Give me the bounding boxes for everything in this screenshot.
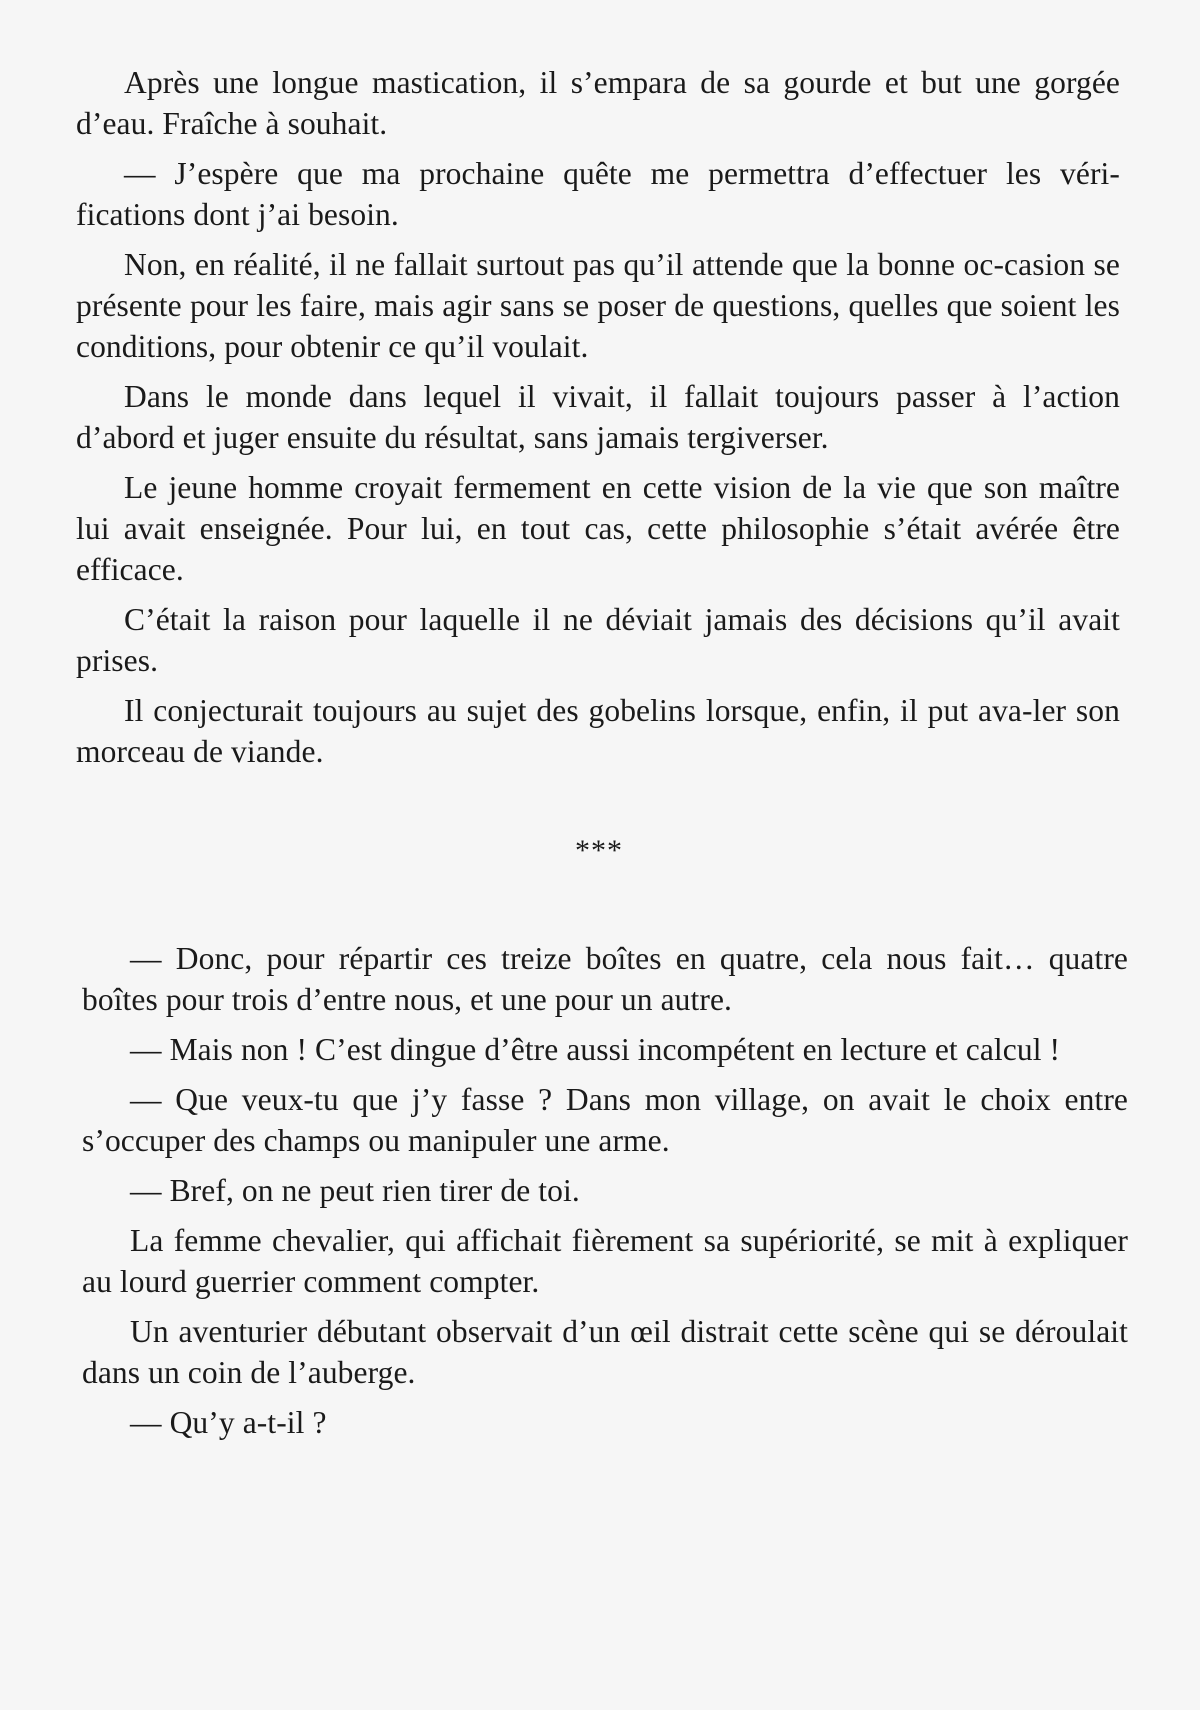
paragraph: Dans le monde dans lequel il vivait, il fallait toujours passer à l’action d’abord et juger ensuite du résultat, sans jamais tergiverser. bbox=[76, 379, 1120, 455]
second-section bbox=[82, 938, 1128, 1443]
paragraph: — Que veux-tu que j’y fasse ? Dans mon village, on avait le choix entre s’occuper des champs ou manipuler une arme. bbox=[82, 1082, 1128, 1158]
first-section bbox=[76, 62, 1120, 772]
paragraph: Après une longue mastication, il s’empara de sa gourde et but une gorgée d’eau. Fraîche à souhait. bbox=[76, 65, 1120, 141]
paragraph: — Bref, on ne peut rien tirer de toi. bbox=[130, 1173, 580, 1208]
paragraph: — Donc, pour répartir ces treize boîtes en quatre, cela nous fait… quatre boîtes pour trois d’entre nous, et une pour un autre. bbox=[82, 941, 1128, 1017]
paragraph: Un aventurier débutant observait d’un œil distrait cette scène qui se déroulait dans un coin de l’auberge. bbox=[82, 1314, 1128, 1390]
paragraph: — Qu’y a-t-il ? bbox=[130, 1405, 327, 1440]
paragraph: — J’espère que ma prochaine quête me permettra d’effectuer les véri-fications dont j’ai besoin. bbox=[76, 156, 1120, 232]
paragraph: Le jeune homme croyait fermement en cette vision de la vie que son maître lui avait enseignée. Pour lui, en tout cas, cette philosophie s’était avérée être efficace. bbox=[76, 470, 1120, 587]
paragraph: C’était la raison pour laquelle il ne déviait jamais des décisions qu’il avait prises. bbox=[76, 602, 1120, 678]
paragraph: Il conjecturait toujours au sujet des gobelins lorsque, enfin, il put ava-ler son morceau de viande. bbox=[76, 693, 1120, 769]
scene-separator: *** bbox=[575, 834, 623, 867]
paragraph: La femme chevalier, qui affichait fièrement sa supériorité, se mit à expliquer au lourd guerrier comment compter. bbox=[82, 1223, 1128, 1299]
paragraph: — Mais non ! C’est dingue d’être aussi incompétent en lecture et calcul ! bbox=[130, 1032, 1061, 1067]
paragraph: Non, en réalité, il ne fallait surtout pas qu’il attende que la bonne oc-casion se présente pour les faire, mais agir sans se poser de questions, quelles que soient les conditions, pour obtenir ce qu’il voulait. bbox=[76, 247, 1120, 364]
